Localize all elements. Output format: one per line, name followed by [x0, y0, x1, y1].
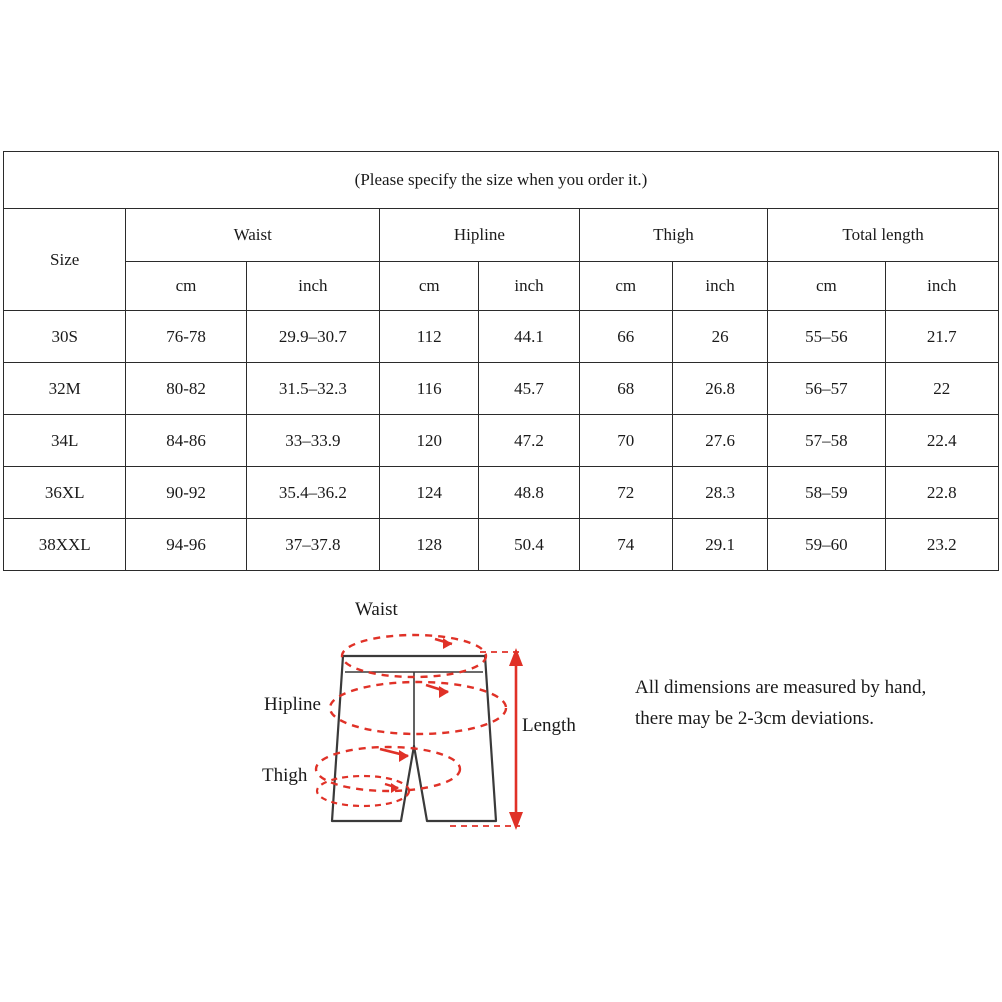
cell-thigh-cm: 68: [579, 363, 672, 415]
table-row: [4, 415, 999, 467]
table-row: [4, 467, 999, 519]
cell-hipline-cm: 124: [380, 467, 479, 519]
cell-waist-inch: 31.5–32.3: [246, 363, 379, 415]
table-row: [4, 363, 999, 415]
table-note-row: [4, 152, 999, 209]
hipline-label: Hipline: [264, 694, 321, 715]
cell-thigh-cm: 70: [579, 415, 672, 467]
cell-thigh-cm: 72: [579, 467, 672, 519]
table-row: [4, 519, 999, 571]
unit-length-cm: cm: [768, 262, 885, 311]
table-unit-header-row: [4, 262, 999, 311]
unit-thigh-cm: cm: [579, 262, 672, 311]
cell-hipline-inch: 50.4: [479, 519, 579, 571]
cell-thigh-inch: 26.8: [672, 363, 767, 415]
cell-thigh-inch: 26: [672, 311, 767, 363]
cell-hipline-inch: 47.2: [479, 415, 579, 467]
cell-length-inch: 22: [885, 363, 998, 415]
order-note: (Please specify the size when you order it.): [4, 152, 999, 209]
unit-hipline-cm: cm: [380, 262, 479, 311]
cell-waist-inch: 35.4–36.2: [246, 467, 379, 519]
cell-thigh-cm: 74: [579, 519, 672, 571]
unit-waist-inch: inch: [246, 262, 379, 311]
cell-length-cm: 57–58: [768, 415, 885, 467]
cell-hipline-cm: 112: [380, 311, 479, 363]
row-size: 32M: [4, 363, 126, 415]
header-waist: Waist: [126, 209, 380, 262]
row-size: 38XXL: [4, 519, 126, 571]
cell-hipline-inch: 44.1: [479, 311, 579, 363]
cell-waist-inch: 33–33.9: [246, 415, 379, 467]
measurement-disclaimer: [635, 672, 965, 734]
cell-hipline-inch: 45.7: [479, 363, 579, 415]
unit-waist-cm: cm: [126, 262, 246, 311]
cell-waist-cm: 76-78: [126, 311, 246, 363]
cell-thigh-inch: 29.1: [672, 519, 767, 571]
cell-waist-cm: 94-96: [126, 519, 246, 571]
thigh-label: Thigh: [262, 765, 308, 786]
table-row: [4, 311, 999, 363]
cell-length-cm: 55–56: [768, 311, 885, 363]
row-size: 34L: [4, 415, 126, 467]
unit-thigh-inch: inch: [672, 262, 767, 311]
cell-length-inch: 21.7: [885, 311, 998, 363]
cell-thigh-inch: 28.3: [672, 467, 767, 519]
size-table: [3, 151, 999, 571]
disclaimer-line-1: All dimensions are measured by hand,: [635, 677, 927, 698]
cell-waist-cm: 90-92: [126, 467, 246, 519]
cell-length-inch: 23.2: [885, 519, 998, 571]
cell-hipline-inch: 48.8: [479, 467, 579, 519]
cell-hipline-cm: 120: [380, 415, 479, 467]
cell-thigh-cm: 66: [579, 311, 672, 363]
header-total-length: Total length: [768, 209, 999, 262]
row-size: 36XL: [4, 467, 126, 519]
size-table-container: [3, 151, 999, 571]
header-thigh: Thigh: [579, 209, 768, 262]
cell-hipline-cm: 116: [380, 363, 479, 415]
cell-waist-cm: 80-82: [126, 363, 246, 415]
cell-length-inch: 22.8: [885, 467, 998, 519]
cell-hipline-cm: 128: [380, 519, 479, 571]
cell-length-cm: 56–57: [768, 363, 885, 415]
disclaimer-line-2: there may be 2-3cm deviations.: [635, 708, 875, 729]
cell-length-inch: 22.4: [885, 415, 998, 467]
cell-waist-cm: 84-86: [126, 415, 246, 467]
header-size: Size: [4, 209, 126, 311]
cell-length-cm: 58–59: [768, 467, 885, 519]
header-hipline: Hipline: [380, 209, 580, 262]
unit-hipline-inch: inch: [479, 262, 579, 311]
cell-waist-inch: 29.9–30.7: [246, 311, 379, 363]
table-group-header-row: [4, 209, 999, 262]
unit-length-inch: inch: [885, 262, 998, 311]
cell-length-cm: 59–60: [768, 519, 885, 571]
row-size: 30S: [4, 311, 126, 363]
waist-label: Waist: [355, 599, 398, 620]
cell-waist-inch: 37–37.8: [246, 519, 379, 571]
cell-thigh-inch: 27.6: [672, 415, 767, 467]
length-label: Length: [522, 715, 576, 736]
shorts-measurement-diagram: [180, 586, 610, 846]
